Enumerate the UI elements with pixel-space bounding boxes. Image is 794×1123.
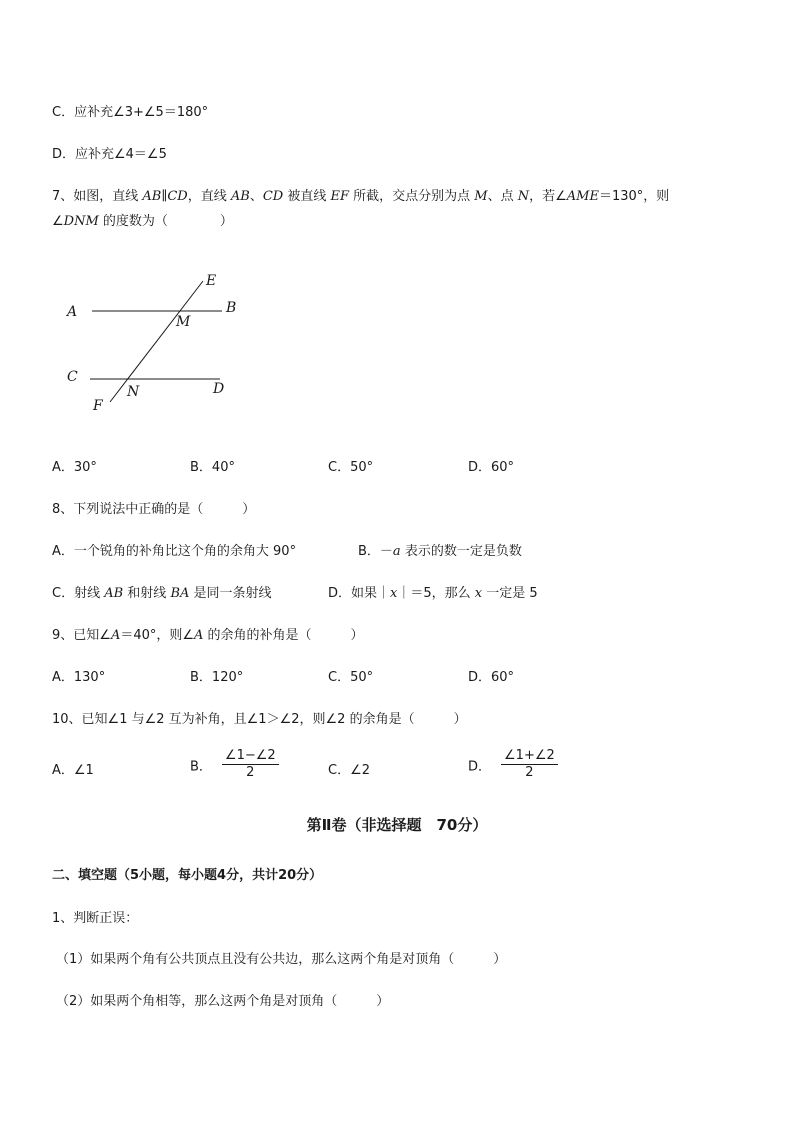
q8-options-row2: [52, 582, 672, 602]
q7-option-d: D．60°: [468, 460, 515, 475]
label-n: N: [127, 384, 140, 400]
label-a: A: [67, 304, 78, 320]
q8-options-row1: [52, 540, 672, 560]
q7-option-b: B．40°: [190, 460, 235, 475]
q7-option-a: A．30°: [52, 460, 97, 475]
q7-option-c: C．50°: [328, 460, 374, 475]
q10-stem: 10、已知∠1 与∠2 互为补角，且∠1＞∠2，则∠2 的余角是（ ）: [52, 712, 467, 727]
q9-options: [52, 666, 672, 686]
label-m: M: [176, 314, 191, 330]
q10-option-a: A．∠1: [52, 763, 94, 778]
fraction: $\frac{\angle 1-\angle 2}{2}$: [222, 748, 279, 782]
q9-stem: 9、已知∠A＝40°，则∠A 的余角的补角是（ ）: [52, 628, 364, 643]
q9-option-a: A．130°: [52, 670, 106, 685]
q8-option-a: A．一个锐角的补角比这个角的余角大 90°: [52, 544, 297, 559]
section-title: 第Ⅱ卷（非选择题 70分）: [306, 816, 488, 834]
line-ef: [110, 281, 203, 402]
label-b: B: [226, 300, 237, 316]
q10-option-b: B． $\frac{\angle 1-\angle 2}{2}$: [190, 748, 279, 782]
q10-option-c: C．∠2: [328, 763, 371, 778]
q9-option-d: D．60°: [468, 670, 515, 685]
q8-stem: 8、下列说法中正确的是（ ）: [52, 502, 256, 517]
q7-stem-line1: 7、如图，直线 AB∥CD，直线 AB、CD 被直线 EF 所截，交点分别为点 M、点 N，若∠AME＝130°，则: [52, 189, 670, 204]
part2-heading: 二、填空题（5小题，每小题4分，共计20分）: [52, 868, 323, 883]
q9-option-b: B．120°: [190, 670, 244, 685]
q10-option-d: D． $\frac{\angle 1+\angle 2}{2}$: [468, 748, 558, 782]
fill-q1-part2: （2）如果两个角相等，那么这两个角是对顶角（ ）: [56, 994, 390, 1009]
q8-option-d: D．如果｜x｜＝5，那么 x 一定是 5: [328, 586, 538, 601]
fill-q1-stem: 1、判断正误：: [52, 911, 139, 926]
q7-stem-line2: ∠DNM 的度数为（ ）: [52, 214, 233, 229]
label-c: C: [67, 369, 78, 385]
fraction: $\frac{\angle 1+\angle 2}{2}$: [501, 748, 558, 782]
q8-option-c: C．射线 AB 和射线 BA 是同一条射线: [52, 586, 272, 601]
q7-options: [52, 456, 672, 476]
label-e: E: [206, 273, 217, 289]
q8-option-b: B．－a 表示的数一定是负数: [358, 544, 522, 559]
q6-option-c: C．应补充∠3+∠5＝180°: [52, 105, 209, 120]
q10-options: [52, 748, 672, 788]
q9-option-c: C．50°: [328, 670, 374, 685]
label-f: F: [93, 398, 103, 414]
q6-option-d: D．应补充∠4＝∠5: [52, 147, 167, 162]
label-d: D: [213, 381, 225, 397]
fill-q1-part1: （1）如果两个角有公共顶点且没有公共边，那么这两个角是对顶角（ ）: [56, 952, 507, 967]
